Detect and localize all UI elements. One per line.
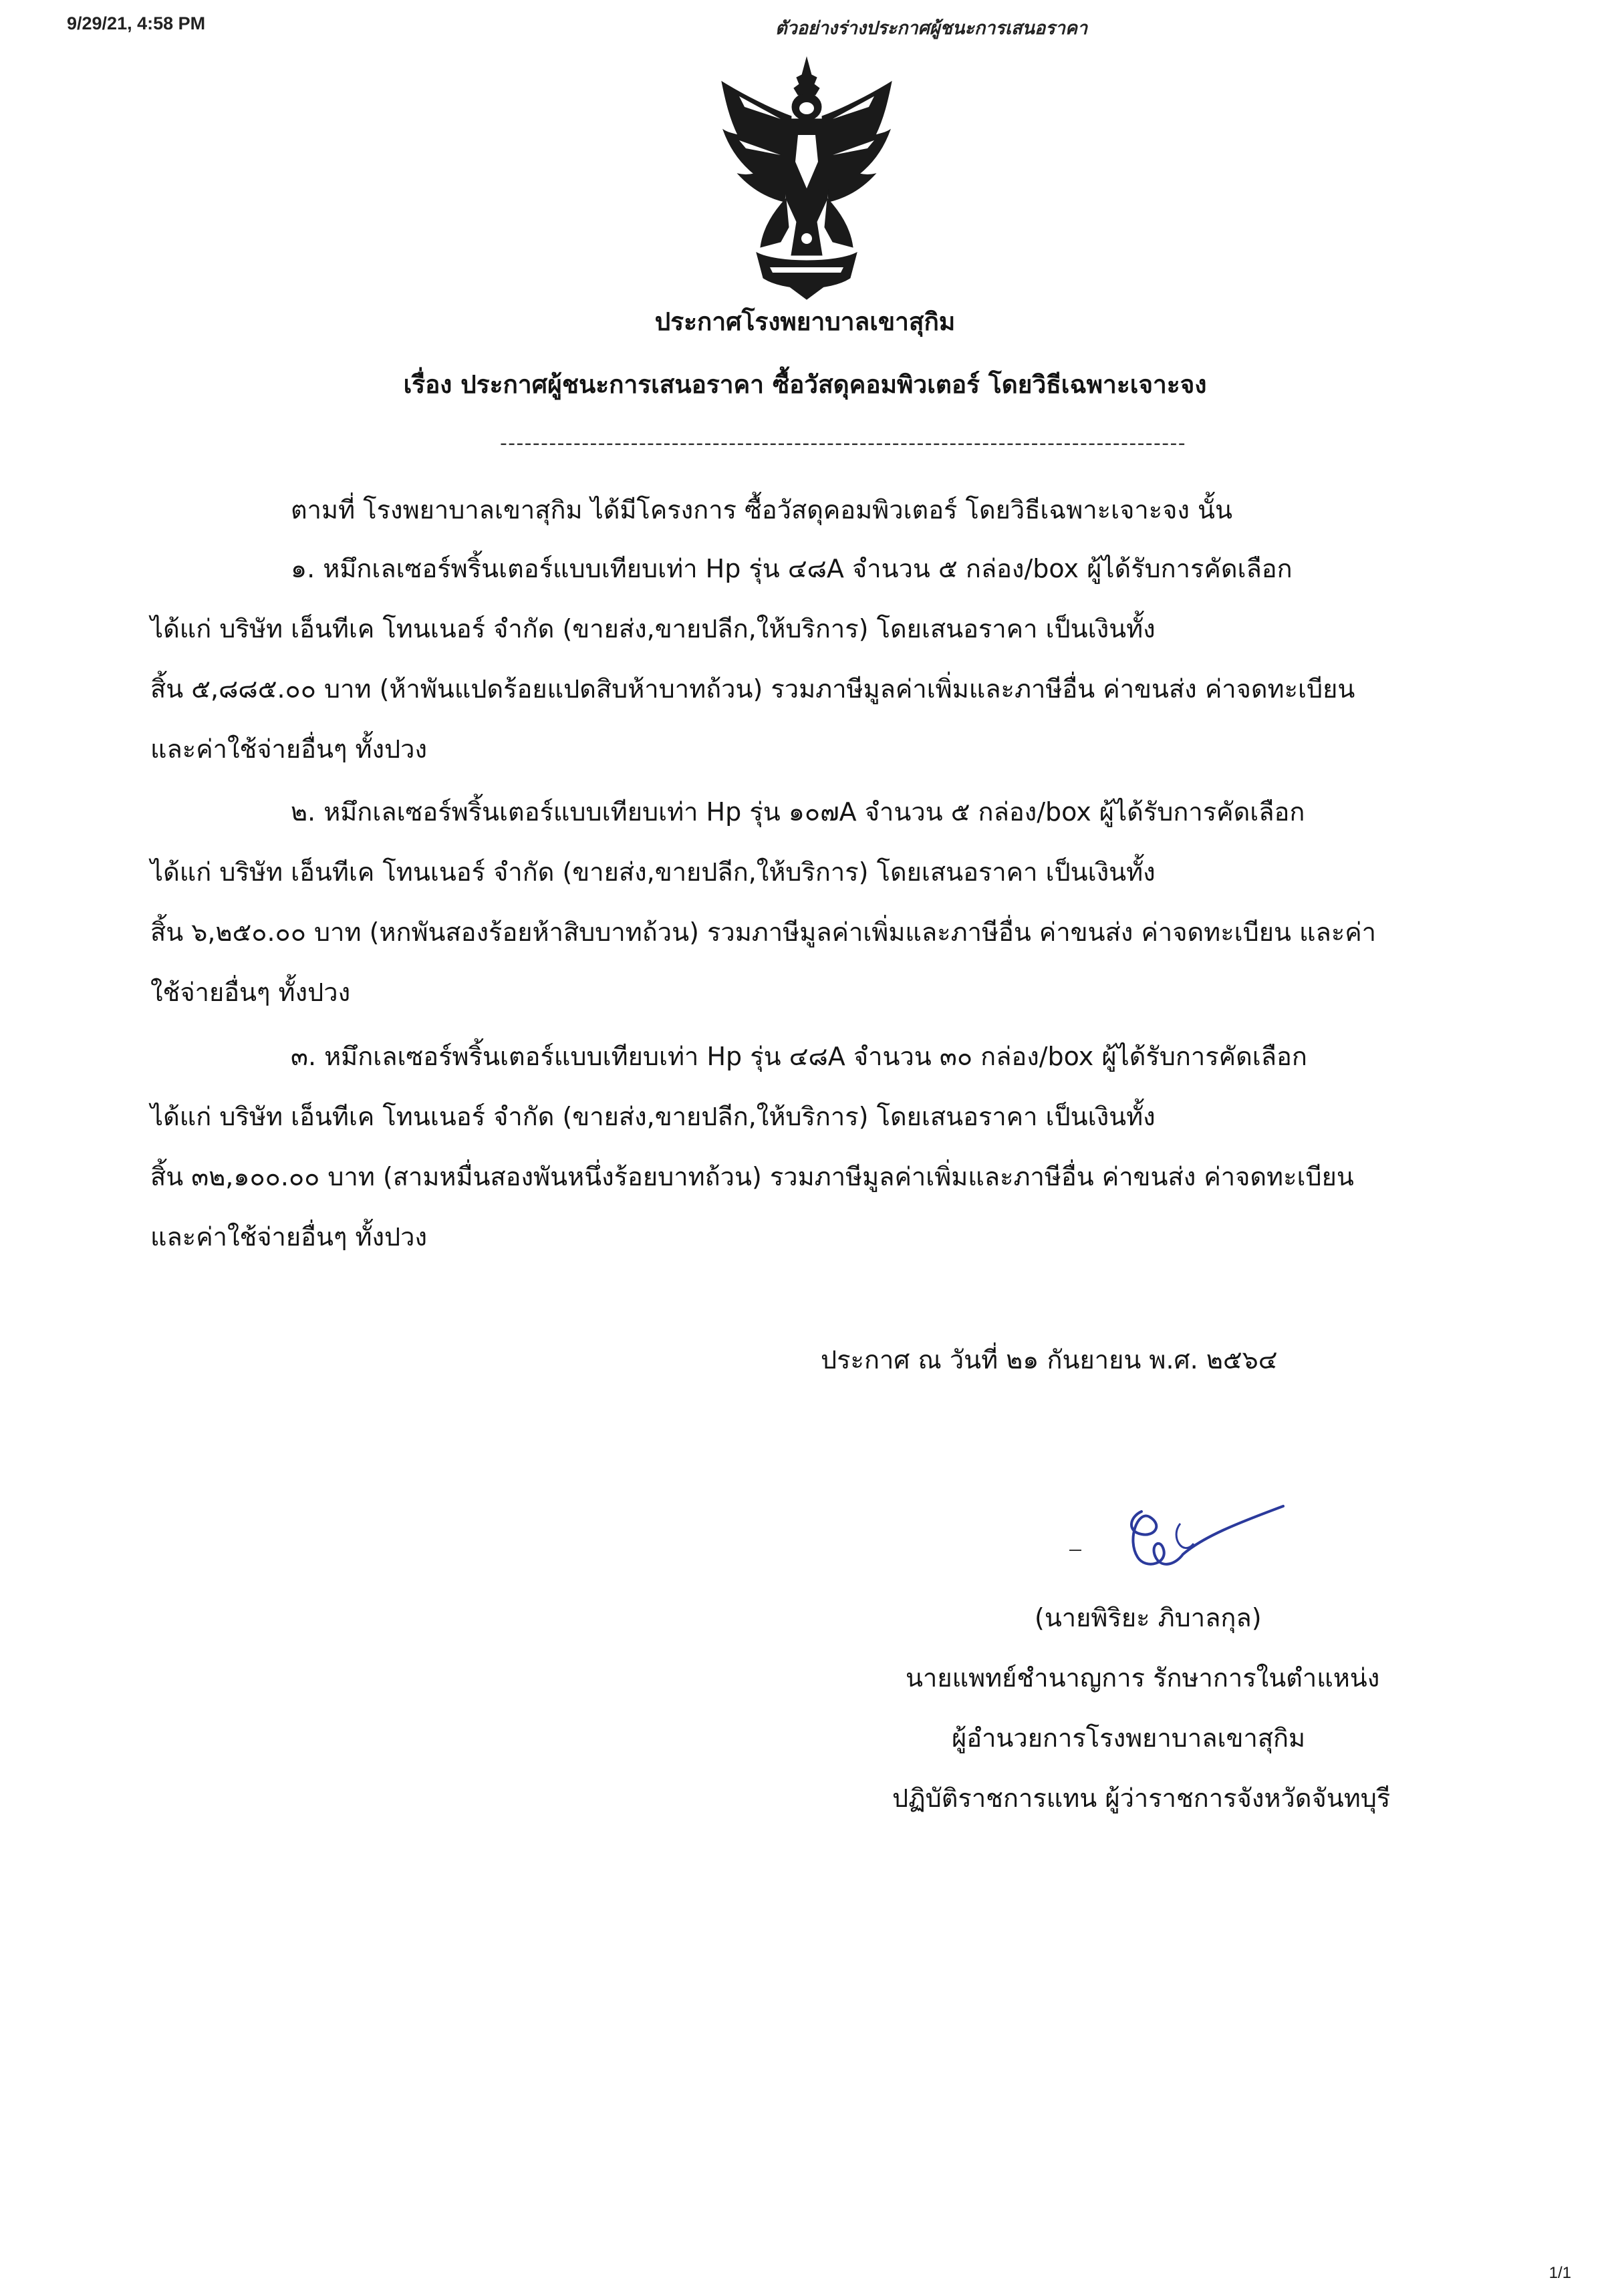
signature-icon	[1063, 1497, 1290, 1584]
announcement-title: ประกาศโรงพยาบาลเขาสุกิม	[654, 307, 956, 336]
announcement-date: ประกาศ ณ วันที่ ๒๑ กันยายน พ.ศ. ๒๕๖๔	[821, 1345, 1278, 1375]
signer-position-1: นายแพทย์ชำนาญการ รักษาการในตำแหน่ง	[906, 1663, 1380, 1693]
item-1-line-1: ๑. หมึกเลเซอร์พริ้นเตอร์แบบเทียบเท่า Hp รุ่น ๔๘A จำนวน ๕ กล่อง/box ผู้ได้รับการคัดเลือก	[291, 554, 1293, 583]
announcement-subject: เรื่อง ประกาศผู้ชนะการเสนอราคา ซื้อวัสดุคอมพิวเตอร์ โดยวิธีเฉพาะเจาะจง	[403, 370, 1207, 399]
item-3-line-1: ๓. หมึกเลเซอร์พริ้นเตอร์แบบเทียบเท่า Hp รุ่น ๔๘A จำนวน ๓๐ กล่อง/box ผู้ได้รับการคัดเลือก	[291, 1042, 1307, 1071]
signer-position-3: ปฏิบัติราชการแทน ผู้ว่าราชการจังหวัดจันทบุรี	[892, 1783, 1391, 1813]
item-2-line-2: ได้แก่ บริษัท เอ็นทีเค โทนเนอร์ จำกัด (ขายส่ง,ขายปลีก,ให้บริการ) โดยเสนอราคา เป็นเงินทั้ง	[150, 857, 1156, 887]
print-datetime: 9/29/21, 4:58 PM	[67, 13, 206, 33]
signer-name: (นายพิริยะ ภิบาลกุล)	[1035, 1603, 1262, 1632]
item-2-line-3: สิ้น ๖,๒๕๐.๐๐ บาท (หกพันสองร้อยห้าสิบบาทถ้วน) รวมภาษีมูลค่าเพิ่มและภาษีอื่น ค่าขนส่ง ค่าจดทะเบียน และค่า	[150, 917, 1376, 947]
garuda-emblem-icon	[716, 55, 897, 302]
title-divider: ------------------------------------------------------------------------------------	[500, 432, 1186, 455]
item-3-line-2: ได้แก่ บริษัท เอ็นทีเค โทนเนอร์ จำกัด (ขายส่ง,ขายปลีก,ให้บริการ) โดยเสนอราคา เป็นเงินทั้ง	[150, 1102, 1156, 1131]
item-1-line-3: สิ้น ๕,๘๘๕.๐๐ บาท (ห้าพันแปดร้อยแปดสิบห้าบาทถ้วน) รวมภาษีมูลค่าเพิ่มและภาษีอื่น ค่าขนส่ง ค่าจดทะเบียน	[150, 674, 1355, 704]
item-1-line-4: และค่าใช้จ่ายอื่นๆ ทั้งปวง	[150, 734, 428, 764]
page-number: 1/1	[1549, 2264, 1571, 2282]
item-1-line-2: ได้แก่ บริษัท เอ็นทีเค โทนเนอร์ จำกัด (ขายส่ง,ขายปลีก,ให้บริการ) โดยเสนอราคา เป็นเงินทั้ง	[150, 614, 1156, 643]
intro-paragraph: ตามที่ โรงพยาบาลเขาสุกิม ได้มีโครงการ ซื้อวัสดุคอมพิวเตอร์ โดยวิธีเฉพาะเจาะจง นั้น	[291, 495, 1232, 525]
signer-position-2: ผู้อำนวยการโรงพยาบาลเขาสุกิม	[952, 1723, 1306, 1753]
item-2-line-1: ๒. หมึกเลเซอร์พริ้นเตอร์แบบเทียบเท่า Hp รุ่น ๑๐๗A จำนวน ๕ กล่อง/box ผู้ได้รับการคัดเลือก	[291, 797, 1305, 827]
item-3-line-3: สิ้น ๓๒,๑๐๐.๐๐ บาท (สามหมื่นสองพันหนึ่งร้อยบาทถ้วน) รวมภาษีมูลค่าเพิ่มและภาษีอื่น ค่าขนส่ง ค่าจดทะเบียน	[150, 1162, 1354, 1191]
item-3-line-4: และค่าใช้จ่ายอื่นๆ ทั้งปวง	[150, 1222, 428, 1252]
item-2-line-4: ใช้จ่ายอื่นๆ ทั้งปวง	[150, 978, 351, 1007]
document-type-header: ตัวอย่างร่างประกาศผู้ชนะการเสนอราคา	[775, 18, 1088, 38]
